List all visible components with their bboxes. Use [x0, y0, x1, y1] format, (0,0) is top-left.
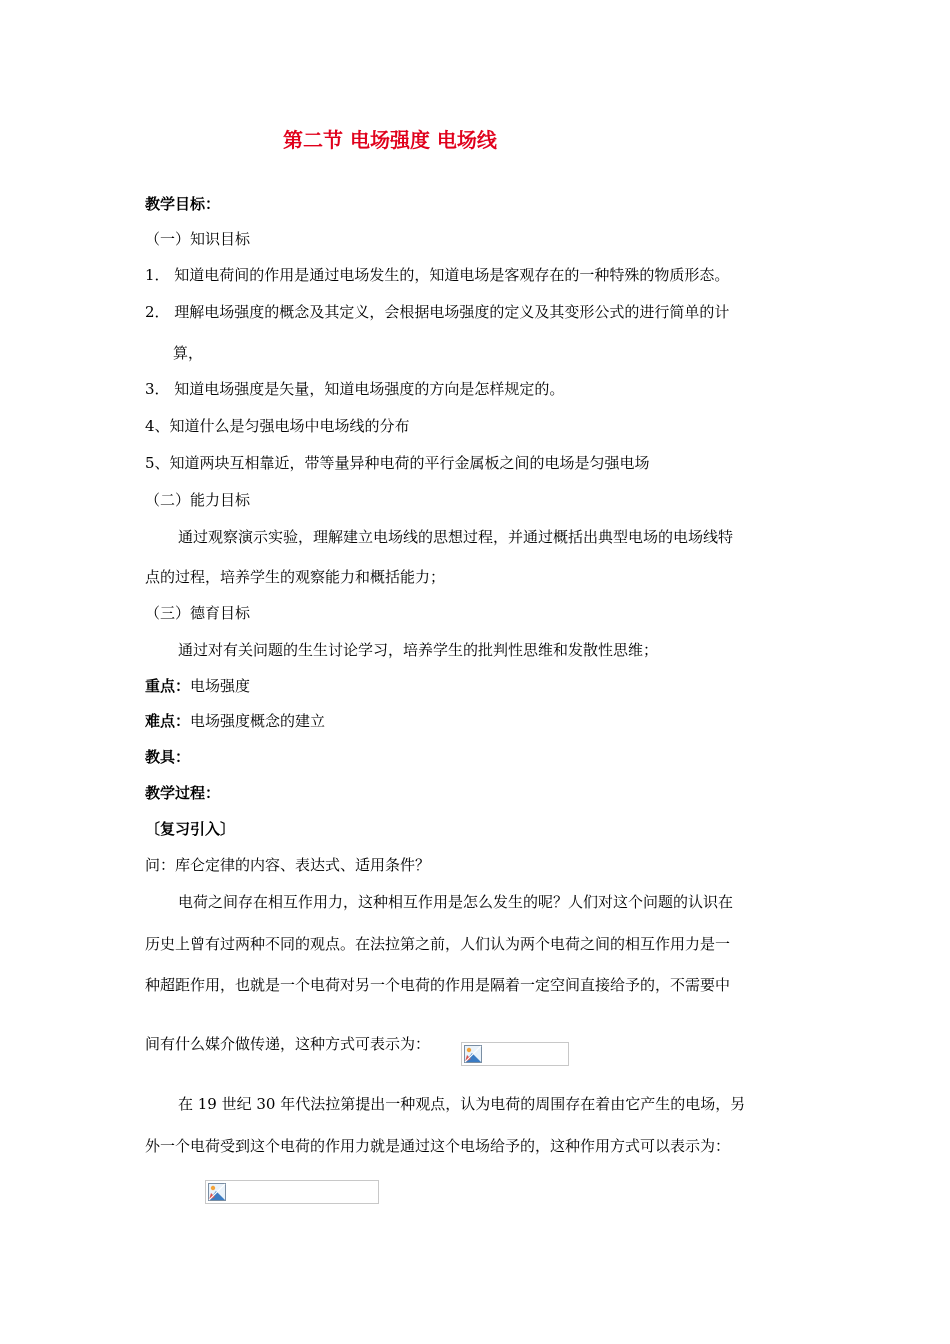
image-placeholder-2	[205, 1180, 379, 1204]
ability-text-1: 通过观察演示实验，理解建立电场线的思想过程，并通过概括出典型电场的电场线特	[178, 528, 734, 546]
moral-text: 通过对有关问题的生生讨论学习，培养学生的批判性思维和发散性思维；	[178, 641, 659, 659]
difficult-point-text: 电场强度概念的建立	[190, 712, 326, 730]
knowledge-item-4: 4、知道什么是匀强电场中电场线的分布	[145, 417, 410, 435]
paragraph-2-line-1: 在 19 世纪 30 年代法拉第提出一种观点，认为电荷的周围存在着由它产生的电场，另	[178, 1095, 746, 1113]
knowledge-item-2-cont: 算，	[173, 344, 204, 362]
broken-image-icon	[464, 1045, 482, 1063]
paragraph-2-line-2: 外一个电荷受到这个电荷的作用力就是通过这个电场给予的，这种作用方式可以表示为：	[145, 1137, 731, 1155]
ability-text-2: 点的过程，培养学生的观察能力和概括能力；	[145, 568, 446, 586]
paragraph-1-line-2: 历史上曾有过两种不同的观点。在法拉第之前，人们认为两个电荷之间的相互作用力是一	[145, 935, 731, 953]
knowledge-item-1: 1． 知道电荷间的作用是通过电场发生的，知道电场是客观存在的一种特殊的物质形态。	[145, 266, 730, 284]
tools-label: 教具：	[145, 748, 191, 766]
paragraph-1-line-4: 间有什么媒介做传递，这种方式可表示为：	[145, 1035, 431, 1053]
key-point-text: 电场强度	[190, 677, 251, 695]
paragraph-1-line-1: 电荷之间存在相互作用力，这种相互作用是怎么发生的呢？人们对这个问题的认识在	[178, 893, 734, 911]
knowledge-item-3: 3． 知道电场强度是矢量，知道电场强度的方向是怎样规定的。	[145, 380, 565, 398]
key-point-label: 重点：	[145, 677, 191, 695]
difficult-point-label: 难点：	[145, 712, 191, 730]
knowledge-item-5: 5、知道两块互相靠近，带等量异种电荷的平行金属板之间的电场是匀强电场	[145, 454, 650, 472]
ability-heading: （二）能力目标	[145, 491, 251, 509]
goals-heading: 教学目标：	[145, 195, 221, 213]
review-heading: 〔复习引入〕	[145, 820, 236, 838]
knowledge-item-2: 2． 理解电场强度的概念及其定义，会根据电场强度的定义及其变形公式的进行简单的计	[145, 303, 730, 321]
key-point	[145, 676, 250, 696]
page-title: 第二节 电场强度 电场线	[283, 128, 497, 152]
moral-heading: （三）德育目标	[145, 604, 251, 622]
broken-image-icon	[208, 1183, 226, 1201]
image-placeholder-1	[461, 1042, 569, 1066]
process-label: 教学过程：	[145, 784, 221, 802]
difficult-point	[145, 711, 325, 731]
question-line: 问：库仑定律的内容、表达式、适用条件？	[145, 856, 431, 874]
paragraph-1-line-3: 种超距作用，也就是一个电荷对另一个电荷的作用是隔着一定空间直接给予的，不需要中	[145, 976, 731, 994]
knowledge-heading: （一）知识目标	[145, 230, 251, 248]
